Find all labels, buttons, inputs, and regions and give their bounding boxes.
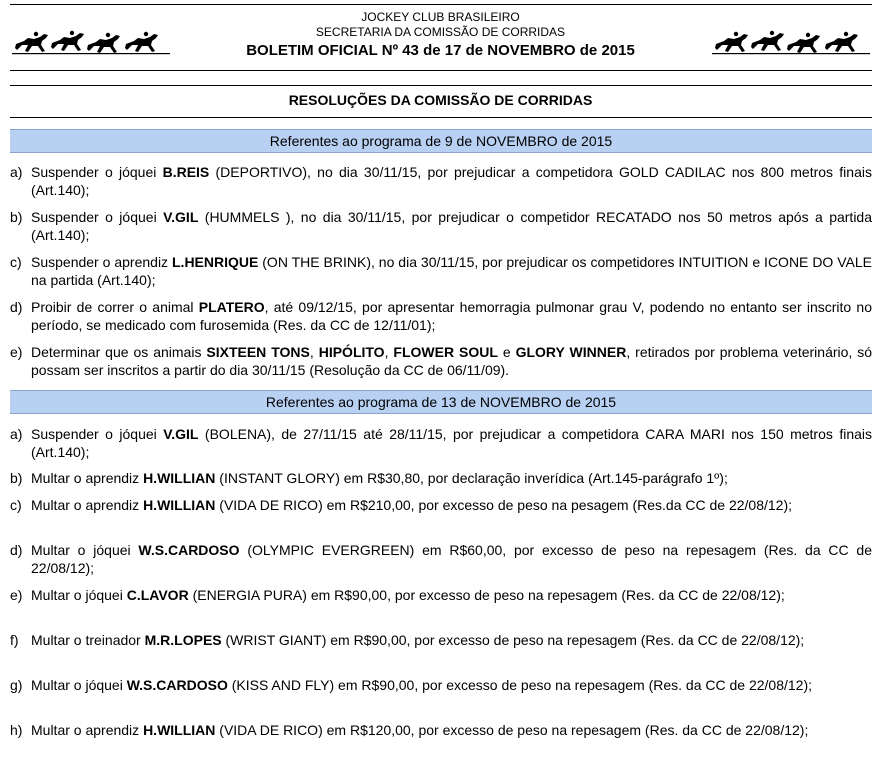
top-rule: [10, 4, 872, 5]
text-run: (OLYMPIC EVERGREEN) em R$60,00, por excesso de peso na repesagem (Res. da CC de 22/08/12);: [31, 542, 873, 576]
bold-name: B.REIS: [162, 164, 210, 180]
item-label: g): [10, 677, 23, 693]
bold-name: GLORY WINNER: [515, 344, 627, 360]
bold-name: V.GIL: [163, 426, 199, 442]
text-run: Multar o aprendiz: [31, 470, 144, 486]
resolution-item: [10, 343, 872, 379]
item-text: [31, 253, 872, 289]
item-text: [31, 163, 872, 199]
text-run: (DEPORTIVO), no dia 30/11/15, por prejudicar a competidora GOLD CADILAC nos 800 metros finais (Art.140);: [31, 164, 872, 198]
department-name: SECRETARIA DA COMISSÃO DE CORRIDAS: [315, 25, 566, 39]
item-text: [31, 631, 872, 649]
text-run: , até 09/12/15, por apresentar hemorragia pulmonar grau V, podendo no entanto ser inscrito no período, se medicado com furosemida (Res. da CC de 12/11/01);: [31, 299, 873, 333]
text-run: Multar o jóquei: [31, 542, 139, 558]
item-label: c): [10, 254, 22, 270]
item-text: [31, 496, 872, 514]
resolution-item: [10, 163, 872, 199]
text-run: Suspender o aprendiz: [31, 254, 172, 270]
text-run: , retirados por problema veterinário, só possam ser inscritos a partir do dia 30/11/15 (Resolução da CC de 06/11/09).: [31, 344, 873, 378]
text-run: Suspender o jóquei: [31, 426, 164, 442]
bold-name: V.GIL: [163, 209, 199, 225]
bold-name: C.LAVOR: [126, 587, 189, 603]
bold-name: PLATERO: [198, 299, 265, 315]
item-label: d): [10, 299, 23, 315]
section-title: RESOLUÇÕES DA COMISSÃO DE CORRIDAS: [288, 92, 593, 108]
text-run: (HUMMELS ), no dia 30/11/15, por prejudicar o competidor RECATADO nos 50 metros após a partida (Art.140);: [31, 209, 872, 243]
item-label: b): [10, 470, 23, 486]
item-label: d): [10, 542, 23, 558]
text-run: Proibir de correr o animal: [31, 299, 199, 315]
resolution-item: [10, 208, 872, 244]
club-name: JOCKEY CLUB BRASILEIRO: [361, 10, 520, 24]
program-band-1: Referentes ao programa de 9 de NOVEMBRO de 2015: [10, 129, 872, 153]
text-run: Multar o aprendiz: [31, 497, 144, 513]
text-run: Multar o jóquei: [31, 587, 127, 603]
resolution-item: [10, 541, 872, 577]
item-label: e): [10, 344, 23, 360]
item-label: f): [10, 632, 19, 648]
text-run: e: [497, 344, 516, 360]
bold-name: H.WILLIAN: [143, 722, 216, 738]
item-text: [31, 208, 872, 244]
resolution-item: [10, 253, 872, 289]
bold-name: W.S.CARDOSO: [126, 677, 228, 693]
text-run: (ENERGIA PURA) em R$90,00, por excesso de peso na repesagem (Res. da CC de 22/08/12);: [188, 587, 785, 603]
program-band-2: Referentes ao programa de 13 de NOVEMBRO de 2015: [10, 390, 872, 414]
item-label: b): [10, 209, 23, 225]
text-run: Suspender o jóquei: [31, 209, 164, 225]
item-text: [31, 343, 872, 379]
text-run: Multar o treinador: [31, 632, 145, 648]
text-run: (WRIST GIANT) em R$90,00, por excesso de peso na repesagem (Res. da CC de 22/08/12);: [221, 632, 805, 648]
bold-name: SIXTEEN TONS: [206, 344, 310, 360]
text-run: ,: [384, 344, 394, 360]
bulletin-title: BOLETIM OFICIAL Nº 43 de 17 de NOVEMBRO de 2015: [246, 42, 635, 59]
bold-name: HIPÓLITO: [318, 344, 385, 360]
resolution-item: [10, 496, 872, 514]
text-run: (KISS AND FLY) em R$90,00, por excesso de peso na repesagem (Res. da CC de 22/08/12);: [227, 677, 812, 693]
item-text: [31, 676, 872, 694]
text-run: (ON THE BRINK), no dia 30/11/15, por prejudicar os competidores INTUITION e ICONE DO VALE na partida (Art.140);: [31, 254, 873, 288]
header-rule: [10, 70, 872, 71]
item-label: e): [10, 587, 23, 603]
resolution-item: [10, 631, 872, 649]
resolution-item: [10, 676, 872, 694]
bold-name: L.HENRIQUE: [172, 254, 259, 270]
resolution-item: [10, 721, 872, 739]
bold-name: W.S.CARDOSO: [138, 542, 240, 558]
section-bottom-rule: [10, 117, 872, 118]
text-run: Multar o aprendiz: [31, 722, 144, 738]
bold-name: M.R.LOPES: [144, 632, 222, 648]
item-text: [31, 586, 872, 604]
resolution-item: [10, 298, 872, 334]
item-text: [31, 541, 872, 577]
text-run: Determinar que os animais: [31, 344, 207, 360]
text-run: ,: [309, 344, 319, 360]
section-top-rule: [10, 85, 872, 86]
text-run: (BOLENA), de 27/11/15 até 28/11/15, por prejudicar a competidora CARA MARI nos 150 metros finais (Art.140);: [31, 426, 872, 460]
text-run: Multar o jóquei: [31, 677, 127, 693]
resolution-item: [10, 425, 872, 461]
item-text: [31, 469, 872, 487]
bold-name: H.WILLIAN: [143, 497, 216, 513]
item-text: [31, 721, 872, 739]
bold-name: H.WILLIAN: [143, 470, 216, 486]
item-text: [31, 298, 872, 334]
text-run: Suspender o jóquei: [31, 164, 163, 180]
text-run: (VIDA DE RICO) em R$210,00, por excesso de peso na pesagem (Res.da CC de 22/08/12);: [215, 497, 793, 513]
bold-name: FLOWER SOUL: [393, 344, 498, 360]
resolution-item: [10, 469, 872, 487]
item-label: h): [10, 722, 23, 738]
item-label: a): [10, 426, 23, 442]
item-text: [31, 425, 872, 461]
item-label: c): [10, 497, 22, 513]
text-run: (VIDA DE RICO) em R$120,00, por excesso de peso na repesagem (Res. da CC de 22/08/12);: [215, 722, 809, 738]
resolution-item: [10, 586, 872, 604]
text-run: (INSTANT GLORY) em R$30,80, por declaração inverídica (Art.145-parágrafo 1º);: [215, 470, 728, 486]
item-label: a): [10, 164, 23, 180]
